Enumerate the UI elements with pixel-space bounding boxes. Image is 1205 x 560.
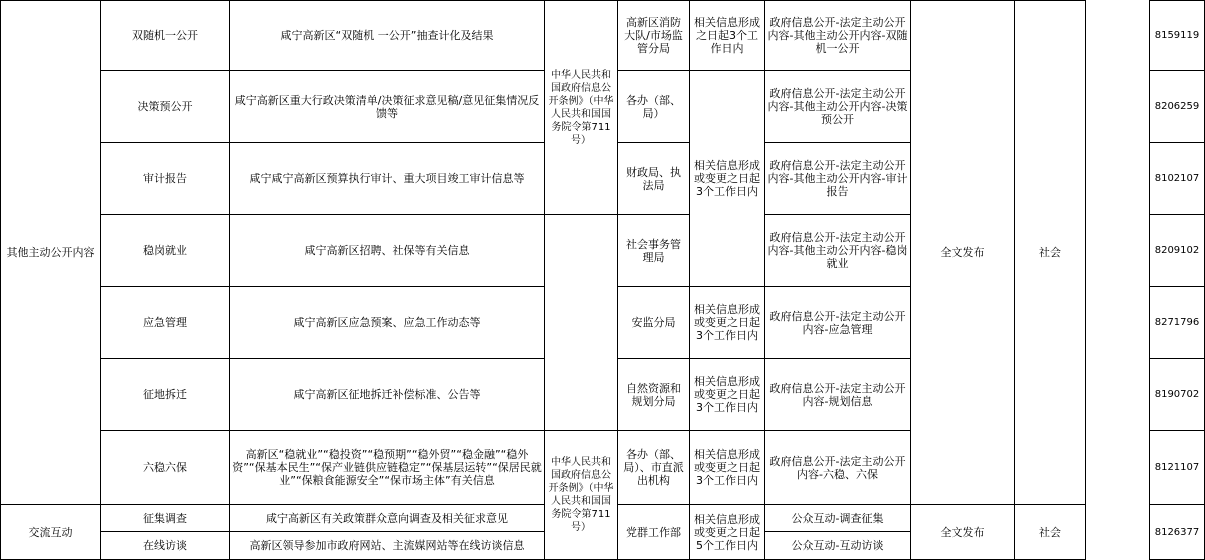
path-cell: 政府信息公开-法定主动公开内容-其他主动公开内容-稳岗就业 — [765, 215, 911, 287]
unit-cell: 各办（部、局） — [618, 71, 690, 143]
unit-cell: 各办（部、局）、市直派出机构 — [618, 431, 690, 505]
id-cell: 8159119 — [1150, 1, 1205, 71]
item-cell: 应急管理 — [101, 287, 230, 359]
category-cell: 交流互动 — [1, 505, 101, 560]
item-cell: 征地拆迁 — [101, 359, 230, 431]
id-cell: 8126377 — [1150, 505, 1205, 560]
path-cell: 公众互动-调查征集 — [765, 505, 911, 532]
path-cell: 政府信息公开-法定主动公开内容-应急管理 — [765, 287, 911, 359]
spacer-cell — [1086, 1, 1150, 560]
unit-cell: 高新区消防大队/市场监管分局 — [618, 1, 690, 71]
path-cell: 政府信息公开-法定主动公开内容-其他主动公开内容-双随机一公开 — [765, 1, 911, 71]
scope-cell: 社会 — [1015, 1, 1086, 505]
content-cell: 咸宁高新区重大行政决策清单/决策征求意见稿/意见征集情况反馈等 — [230, 71, 545, 143]
unit-cell: 自然资源和规划分局 — [618, 359, 690, 431]
content-cell: 咸宁高新区征地拆迁补偿标准、公告等 — [230, 359, 545, 431]
period-cell: 相关信息形成或变更之日起3个工作日内 — [690, 431, 765, 505]
id-cell: 8121107 — [1150, 431, 1205, 505]
item-cell: 征集调查 — [101, 505, 230, 532]
unit-cell: 安监分局 — [618, 287, 690, 359]
method-cell: 全文发布 — [911, 1, 1015, 505]
content-cell: 咸宁高新区招聘、社保等有关信息 — [230, 215, 545, 287]
path-cell: 政府信息公开-法定主动公开内容-六稳、六保 — [765, 431, 911, 505]
period-cell: 相关信息形成之日起3个工作日内 — [690, 1, 765, 71]
basis-cell: 中华人民共和国政府信息公开条例》（中华人民共和国国务院令第711号） — [545, 431, 618, 560]
period-cell: 相关信息形成或变更之日起5个工作日内 — [690, 505, 765, 560]
path-cell: 政府信息公开-法定主动公开内容-其他主动公开内容-审计报告 — [765, 143, 911, 215]
basis-cell: 中华人民共和国政府信息公开条例》（中华人民共和国国务院令第711号） — [545, 1, 618, 215]
id-cell: 8209102 — [1150, 215, 1205, 287]
unit-cell: 社会事务管理局 — [618, 215, 690, 287]
method-cell: 全文发布 — [911, 505, 1015, 560]
item-cell: 稳岗就业 — [101, 215, 230, 287]
period-cell: 相关信息形成或变更之日起3个工作日内 — [690, 71, 765, 287]
id-cell: 8102107 — [1150, 143, 1205, 215]
content-cell: 咸宁咸宁高新区预算执行审计、重大项目竣工审计信息等 — [230, 143, 545, 215]
period-cell: 相关信息形成或变更之日起3个工作日内 — [690, 287, 765, 359]
path-cell: 公众互动-互动访谈 — [765, 532, 911, 560]
item-cell: 双随机一公开 — [101, 1, 230, 71]
item-cell: 在线访谈 — [101, 532, 230, 560]
content-cell: 咸宁高新区“双随机 一公开”抽查计化及结果 — [230, 1, 545, 71]
id-cell: 8190702 — [1150, 359, 1205, 431]
table-row — [1, 1, 1205, 71]
item-cell: 六稳六保 — [101, 431, 230, 505]
content-cell: 咸宁高新区有关政策群众意向调查及相关征求意见 — [230, 505, 545, 532]
item-cell: 决策预公开 — [101, 71, 230, 143]
unit-cell: 财政局、执法局 — [618, 143, 690, 215]
path-cell: 政府信息公开-法定主动公开内容-规划信息 — [765, 359, 911, 431]
content-cell: 咸宁高新区应急预案、应急工作动态等 — [230, 287, 545, 359]
scope-cell: 社会 — [1015, 505, 1086, 560]
content-cell: 高新区领导参加市政府网站、主流媒网站等在线访谈信息 — [230, 532, 545, 560]
basis-empty-cell — [545, 215, 618, 431]
content-cell: 高新区“稳就业”“稳投资”“稳预期”“稳外贸”“稳金融”“稳外资”“保基本民生”“保产业链供应链稳定”“保基层运转”“保居民就业”“保粮食能源安全”“保市场主体”有关信息 — [230, 431, 545, 505]
item-cell: 审计报告 — [101, 143, 230, 215]
id-cell: 8206259 — [1150, 71, 1205, 143]
period-cell: 相关信息形成或变更之日起3个工作日内 — [690, 359, 765, 431]
unit-cell: 党群工作部 — [618, 505, 690, 560]
path-cell: 政府信息公开-法定主动公开内容-其他主动公开内容-决策预公开 — [765, 71, 911, 143]
category-cell: 其他主动公开内容 — [1, 1, 101, 505]
id-cell: 8271796 — [1150, 287, 1205, 359]
